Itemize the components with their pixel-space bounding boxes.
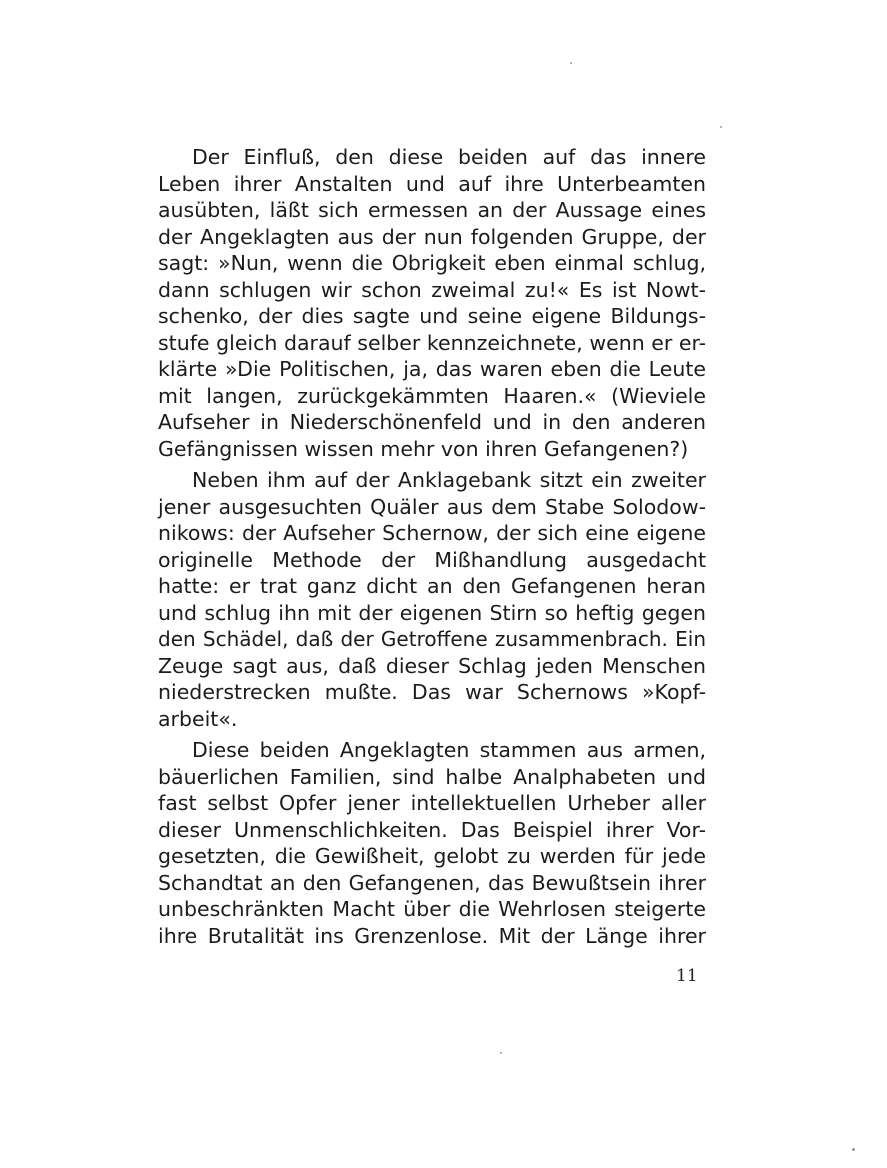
text-line: und schlug ihn mit der eigenen Stirn so heftig gegen: [158, 600, 706, 625]
paragraph: [158, 467, 706, 732]
text-line: arbeit«.: [158, 706, 238, 731]
text-line: jener ausgesuchten Quäler aus dem Stabe Solodow-: [158, 494, 706, 519]
scan-speck: [500, 1052, 502, 1054]
text-line: der Angeklagten aus der nun folgenden Gruppe, der: [158, 224, 706, 249]
text-line: unbeschränkten Macht über die Wehrlosen steigerte: [158, 897, 706, 921]
text-line: dieser Unmenschlichkeiten. Das Beispiel ihrer Vor-: [158, 817, 706, 842]
text-line: ihre Brutalität ins Grenzenlose. Mit der Länge ihrer: [158, 923, 706, 948]
body-text: [158, 144, 706, 949]
text-line: den Schädel, daß der Getroffene zusammenbrach. Ein: [158, 627, 706, 651]
text-line: niederstrecken mußte. Das war Schernows »Kopf-: [158, 680, 706, 704]
scan-speck: [720, 126, 722, 128]
text-line: sagt: »Nun, wenn die Obrigkeit eben einmal schlug,: [158, 251, 706, 275]
text-line: Neben ihm auf der Anklagebank sitzt ein zweiter: [192, 468, 706, 492]
text-line: Diese beiden Angeklagten stammen aus armen,: [192, 738, 706, 762]
text-line: Schandtat an den Gefangenen, das Bewußtsein ihrer: [158, 870, 706, 895]
text-line: fast selbst Opfer jener intellektuellen Urheber aller: [158, 791, 706, 815]
text-line: Zeuge sagt aus, daß dieser Schlag jeden Menschen: [158, 653, 706, 678]
text-line: Gefängnissen wissen mehr von ihren Gefangenen?): [158, 436, 689, 461]
scan-speck: [852, 1148, 855, 1151]
page-number: 11: [676, 966, 698, 986]
text-line: nikows: der Aufseher Schernow, der sich eine eigene: [158, 521, 706, 545]
text-line: bäuerlichen Familien, sind halbe Analphabeten und: [158, 764, 706, 789]
text-line: Aufseher in Niederschönenfeld und in den anderen: [158, 410, 706, 434]
text-line: mit langen, zurückgekämmten Haaren.« (Wieviele: [158, 383, 706, 408]
paragraph: [158, 737, 706, 949]
text-line: gesetzten, die Gewißheit, gelobt zu werden für jede: [158, 844, 706, 868]
text-line: ausübten, läßt sich ermessen an der Aussage eines: [158, 198, 706, 222]
text-line: hatte: er trat ganz dicht an den Gefangenen heran: [158, 574, 706, 598]
text-line: originelle Methode der Mißhandlung ausgedacht: [158, 547, 706, 572]
text-line: Leben ihrer Anstalten und auf ihre Unterbeamten: [158, 171, 706, 196]
text-line: Der Einfluß, den diese beiden auf das innere: [192, 145, 706, 169]
text-line: stufe gleich darauf selber kennzeichnete, wenn er er-: [158, 330, 706, 355]
paragraph: [158, 144, 706, 462]
text-line: schenko, der dies sagte und seine eigene Bildungs-: [158, 304, 706, 328]
text-line: dann schlugen wir schon zweimal zu!« Es ist Nowt-: [158, 277, 706, 302]
text-line: klärte »Die Politischen, ja, das waren eben die Leute: [158, 357, 706, 381]
scan-speck: [570, 62, 572, 64]
